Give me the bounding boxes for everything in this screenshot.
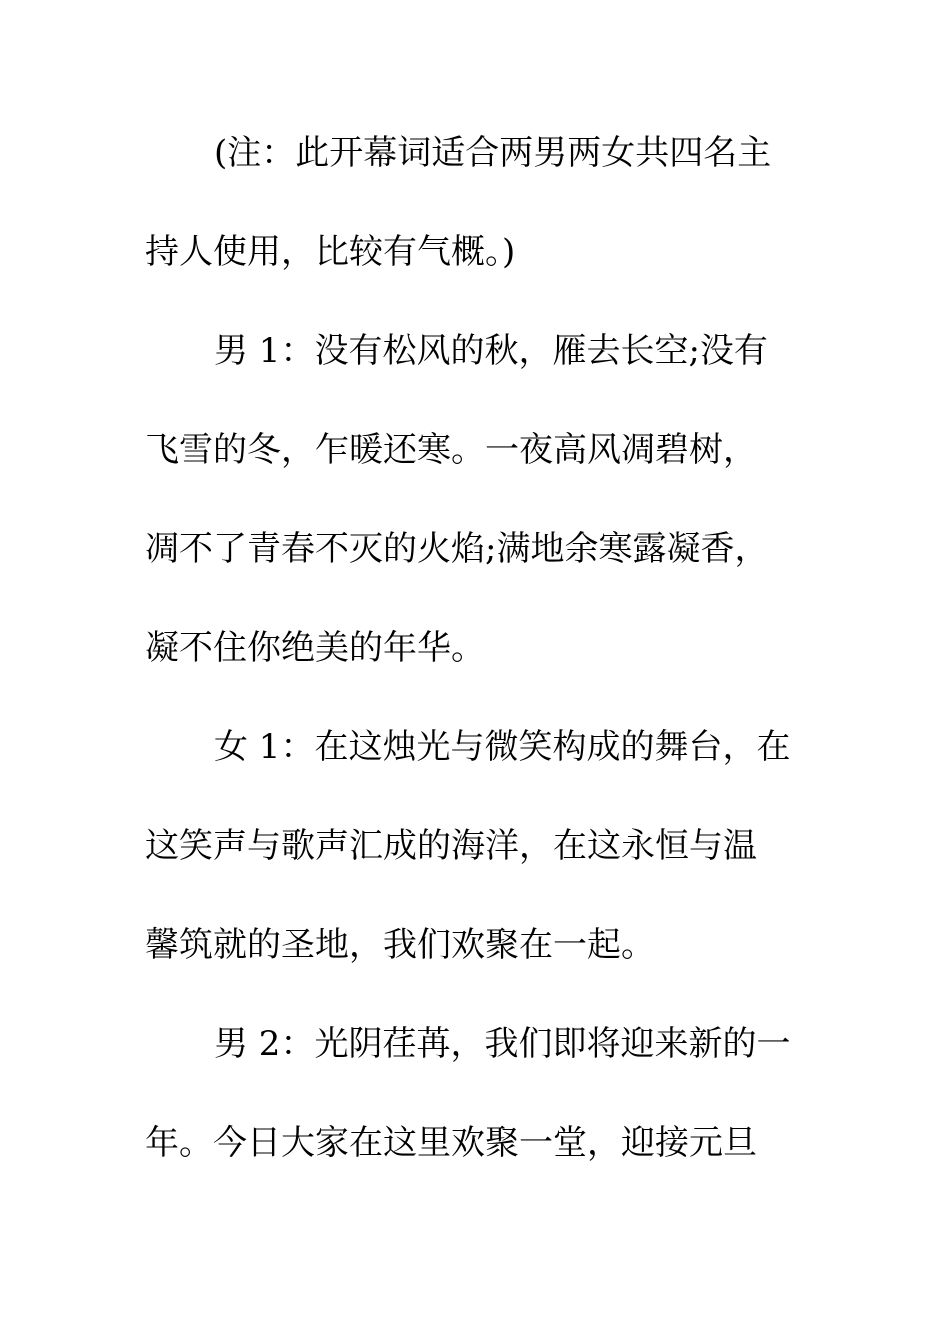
paragraph-line-6: 凝不住你绝美的年华。: [145, 628, 485, 668]
paragraph-line-10: 男 2：光阴荏苒，我们即将迎来新的一: [214, 1024, 791, 1064]
paragraph-line-11: 年。今日大家在这里欢聚一堂，迎接元旦: [145, 1123, 757, 1163]
paragraph-line-2: 持人使用，比较有气概。): [145, 232, 516, 272]
paragraph-line-1: (注：此开幕词适合两男两女共四名主: [214, 133, 772, 173]
paragraph-line-8: 这笑声与歌声汇成的海洋，在这永恒与温: [145, 826, 757, 866]
paragraph-line-9: 馨筑就的圣地，我们欢聚在一起。: [145, 925, 655, 965]
paragraph-line-7: 女 1：在这烛光与微笑构成的舞台，在: [214, 727, 791, 767]
paragraph-line-5: 凋不了青春不灭的火焰;满地余寒露凝香，: [145, 529, 769, 569]
paragraph-line-4: 飞雪的冬，乍暖还寒。一夜高风凋碧树，: [145, 430, 757, 470]
paragraph-line-3: 男 1：没有松风的秋，雁去长空;没有: [214, 331, 768, 371]
